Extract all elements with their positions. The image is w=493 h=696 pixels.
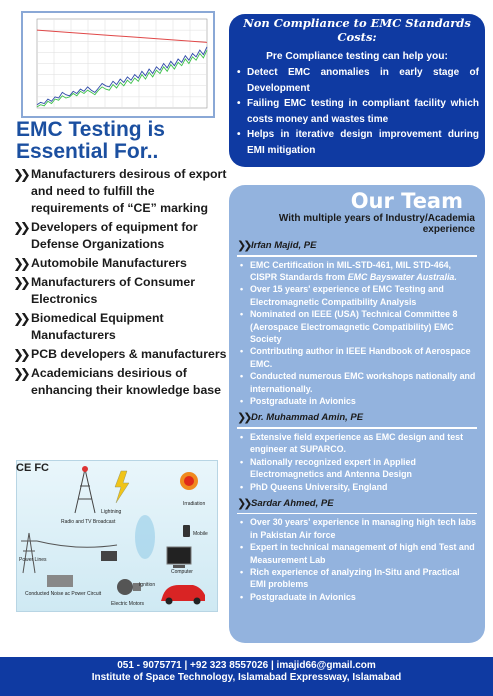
list-item: • EMC Certification in MIL-STD-461, MIL STD-464, CISPR Standards from EMC Bayswater Australia. — [237, 259, 477, 284]
list-item: • Contributing author in IEEE Handbook of Aerospace EMC. — [237, 345, 477, 370]
member-name: Irfan Majid, PE — [251, 240, 317, 251]
member-name: Sardar Ahmed, PE — [251, 497, 334, 509]
chevron-right-icon: ❯❯ — [13, 311, 27, 326]
emi-sources-diagram — [17, 461, 218, 612]
label-computer: Computer — [171, 569, 193, 575]
list-item: • Helps in iterative design improvement during EMI mitigation — [235, 127, 479, 158]
footer — [0, 657, 493, 696]
divider — [237, 255, 477, 257]
chevron-right-icon: ❯❯ — [13, 220, 27, 235]
list-item: ❯❯ Academicians desirious of enhancing their knowledge base — [13, 366, 221, 397]
label-lightning: Lightning — [101, 509, 122, 515]
mobile-icon — [183, 525, 190, 537]
list-item: • Over 15 years' experience of EMC Testing and Electromagnetic Compatibility Analysis — [237, 283, 477, 308]
chevron-right-icon: ❯❯ — [237, 497, 250, 510]
team-title: Our Team — [350, 189, 463, 213]
list-item: • Nationally recognized expert in Applied Electromagnetics and Antenna Design — [237, 456, 477, 481]
emi-sources-illustration — [16, 460, 218, 612]
list-item: ❯❯ Developers of equipment for Defense Organizations — [13, 220, 198, 251]
member-name: Dr. Muhammad Amin, PE — [251, 412, 364, 424]
noncompliance-subtitle: Pre Compliance testing can help you: — [266, 51, 448, 62]
label-power-lines: Power Lines — [19, 557, 47, 563]
label-irradiation: Irradiation — [183, 501, 206, 507]
list-item: ❯❯ Manufacturers of Consumer Electronics — [13, 275, 195, 306]
footer-contact: 051 - 9075771 | +92 323 8557026 | imajid66@gmail.com — [117, 660, 376, 671]
list-item: • PhD Queens University, England — [237, 481, 477, 493]
list-item: • Expert in technical management of high end Test and Measurement Lab — [237, 541, 477, 566]
lightning-icon — [115, 471, 129, 503]
certification-marks: CE FC — [16, 462, 49, 474]
emission-plot — [23, 13, 213, 116]
label-electric-motors: Electric Motors — [111, 601, 145, 607]
list-item: • Rich experience of analyzing In-Situ and Practical EMI problems — [237, 566, 477, 591]
chevron-right-icon: ❯❯ — [13, 366, 27, 381]
list-item: • Postgraduate in Avionics — [237, 395, 477, 407]
list-item: • Detect EMC anomalies in early stage of Development — [235, 65, 479, 96]
label-conducted-noise: Conducted Noise ac Power Circuit — [25, 591, 102, 597]
chevron-right-icon: ❯❯ — [237, 240, 250, 252]
chevron-right-icon: ❯❯ — [13, 167, 27, 182]
list-item: • Postgraduate in Avionics — [237, 591, 477, 603]
list-item: • Failing EMC testing in compliant facility which costs money and wastes time — [235, 96, 479, 127]
chevron-right-icon: ❯❯ — [13, 275, 27, 290]
list-item: • Extensive field experience as EMC design and test engineer at SUPARCO. — [237, 431, 477, 456]
list-item: ❯❯ Automobile Manufacturers — [13, 256, 187, 271]
radio-tower-icon — [75, 466, 95, 513]
essential-list — [13, 166, 233, 401]
list-item: • Nominated on IEEE (USA) Technical Committee 8 (Aerospace Electromagnetic Compatibility) EMC Society — [237, 308, 477, 345]
emission-chart — [21, 11, 215, 118]
team-panel — [229, 185, 485, 643]
noncompliance-title: Non Compliance to EMC Standards Costs: — [243, 16, 471, 44]
label-radio: Radio and TV Broadcast — [61, 519, 116, 525]
list-item: • Over 30 years' experience in managing high tech labs in Pakistan Air force — [237, 516, 477, 541]
chevron-right-icon: ❯❯ — [13, 347, 27, 362]
list-item: ❯❯ PCB developers & manufacturers — [13, 347, 227, 362]
radio-icon — [101, 551, 117, 561]
member-header — [237, 497, 477, 510]
noncompliance-panel — [229, 14, 485, 167]
computer-icon — [167, 547, 191, 564]
member-points — [237, 259, 477, 408]
list-item: ❯❯ Biomedical Equipment Manufacturers — [13, 311, 164, 342]
electric-motor-icon — [117, 579, 133, 595]
member-points — [237, 516, 477, 603]
member-points — [237, 431, 477, 493]
noncompliance-list — [235, 65, 479, 158]
chevron-right-icon: ❯❯ — [13, 256, 27, 271]
list-item: ❯❯ Manufacturers desirous of export and need to fulfill the requirements of “CE” marking — [13, 167, 227, 215]
label-ignition: Ignition — [139, 582, 156, 588]
divider — [237, 513, 477, 515]
headline: EMC Testing is Essential For.. — [16, 118, 165, 163]
team-subtitle: With multiple years of Industry/Academia experience — [278, 213, 475, 235]
footer-address: Institute of Space Technology, Islamabad Expressway, Islamabad — [91, 672, 402, 683]
label-mobile: Mobile — [193, 531, 208, 537]
member-header — [237, 411, 477, 424]
divider — [237, 427, 477, 429]
power-circuit-icon — [47, 575, 73, 587]
chevron-right-icon: ❯❯ — [237, 412, 250, 425]
member-header — [237, 239, 477, 252]
list-item: • Conducted numerous EMC workshops nationally and internationally. — [237, 370, 477, 395]
